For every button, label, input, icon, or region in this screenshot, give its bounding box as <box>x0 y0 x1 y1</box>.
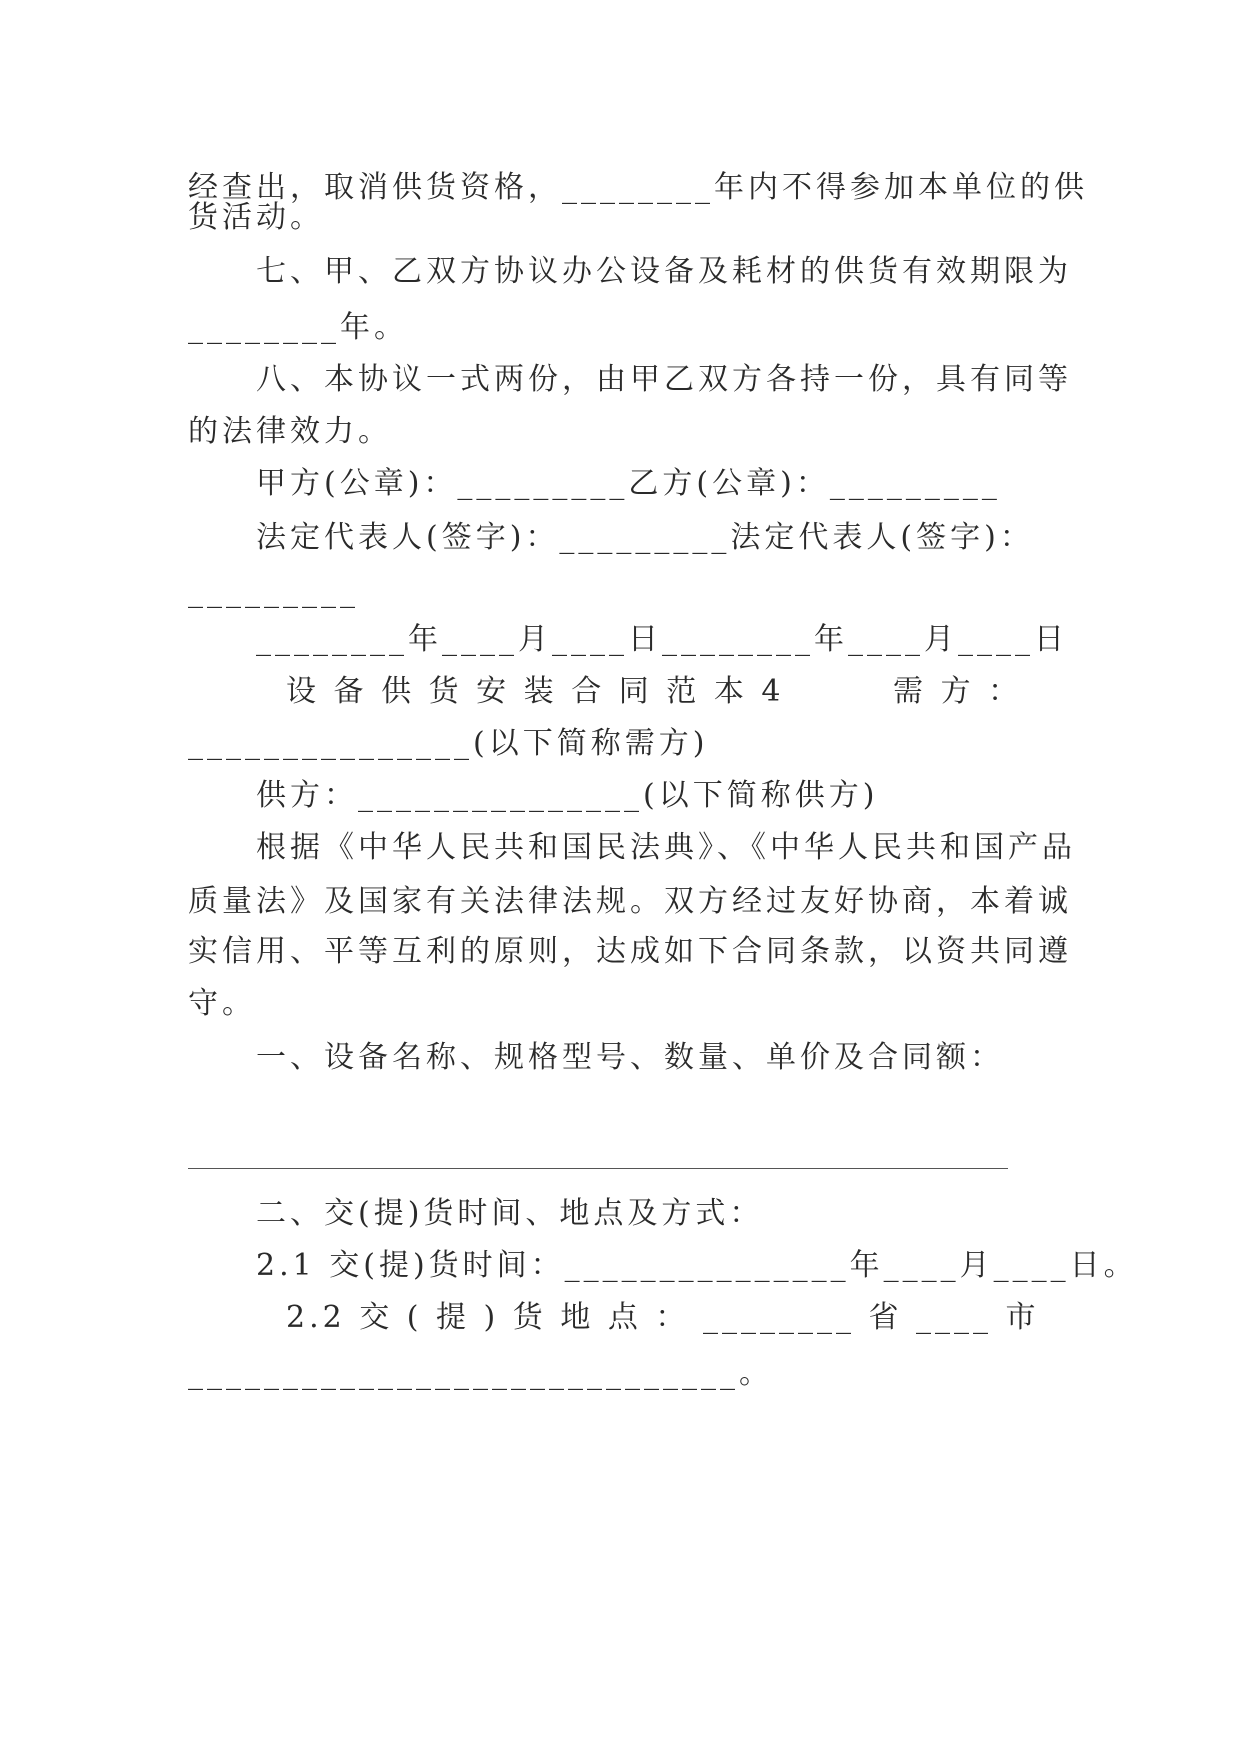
party-seals-line: 甲方(公章)：_________乙方(公章)：_________ <box>256 466 1001 501</box>
preamble-line-4: 守。 <box>188 986 256 1021</box>
delivery-time-line: 2.1 交(提)货时间：_______________年____月____日。 <box>256 1248 1138 1283</box>
equipment-list-blank-rule <box>188 1168 1008 1169</box>
date-line: ________年____月____日________年____月____日 <box>256 622 1068 657</box>
delivery-place-blank-line: _____________________________。 <box>188 1356 773 1391</box>
clause-7-line-1: 七、甲、乙双方协议办公设备及耗材的供货有效期限为 <box>256 254 1072 289</box>
preamble-line-1: 根据《中华人民共和国民法典》、《中华人民共和国产品 <box>256 830 1076 865</box>
clause-8-line-1: 八、本协议一式两份，由甲乙双方各持一份，具有同等 <box>256 362 1072 397</box>
section-2-heading: 二、交(提)货时间、地点及方式： <box>256 1196 764 1231</box>
para-line-2: 货活动。 <box>188 200 324 235</box>
buyer-line: _______________(以下简称需方) <box>188 726 709 761</box>
preamble-line-2: 质量法》及国家有关法律法规。双方经过友好协商，本着诚 <box>188 884 1072 919</box>
legal-rep-signature-line: 法定代表人(签字)：_________法定代表人(签字)： <box>256 520 1034 555</box>
clause-7-line-2: ________年。 <box>188 310 408 345</box>
legal-rep-blank-line: _________ <box>188 574 359 609</box>
para-line-1: 经查出，取消供货资格，________年内不得参加本单位的供 <box>188 170 1088 205</box>
delivery-place-line: 2.2 交 ( 提 ) 货 地 点 ： ________ 省 ____ 市 <box>286 1300 1040 1335</box>
section-1-heading: 一、设备名称、规格型号、数量、单价及合同额： <box>256 1040 1004 1075</box>
supplier-line: 供方：_______________(以下简称供方) <box>256 778 879 813</box>
contract-title-line: 设 备 供 货 安 装 合 同 范 本 4 需 方 ： <box>286 674 1023 709</box>
preamble-line-3: 实信用、平等互利的原则，达成如下合同条款，以资共同遵 <box>188 934 1072 969</box>
clause-8-line-2: 的法律效力。 <box>188 414 392 449</box>
